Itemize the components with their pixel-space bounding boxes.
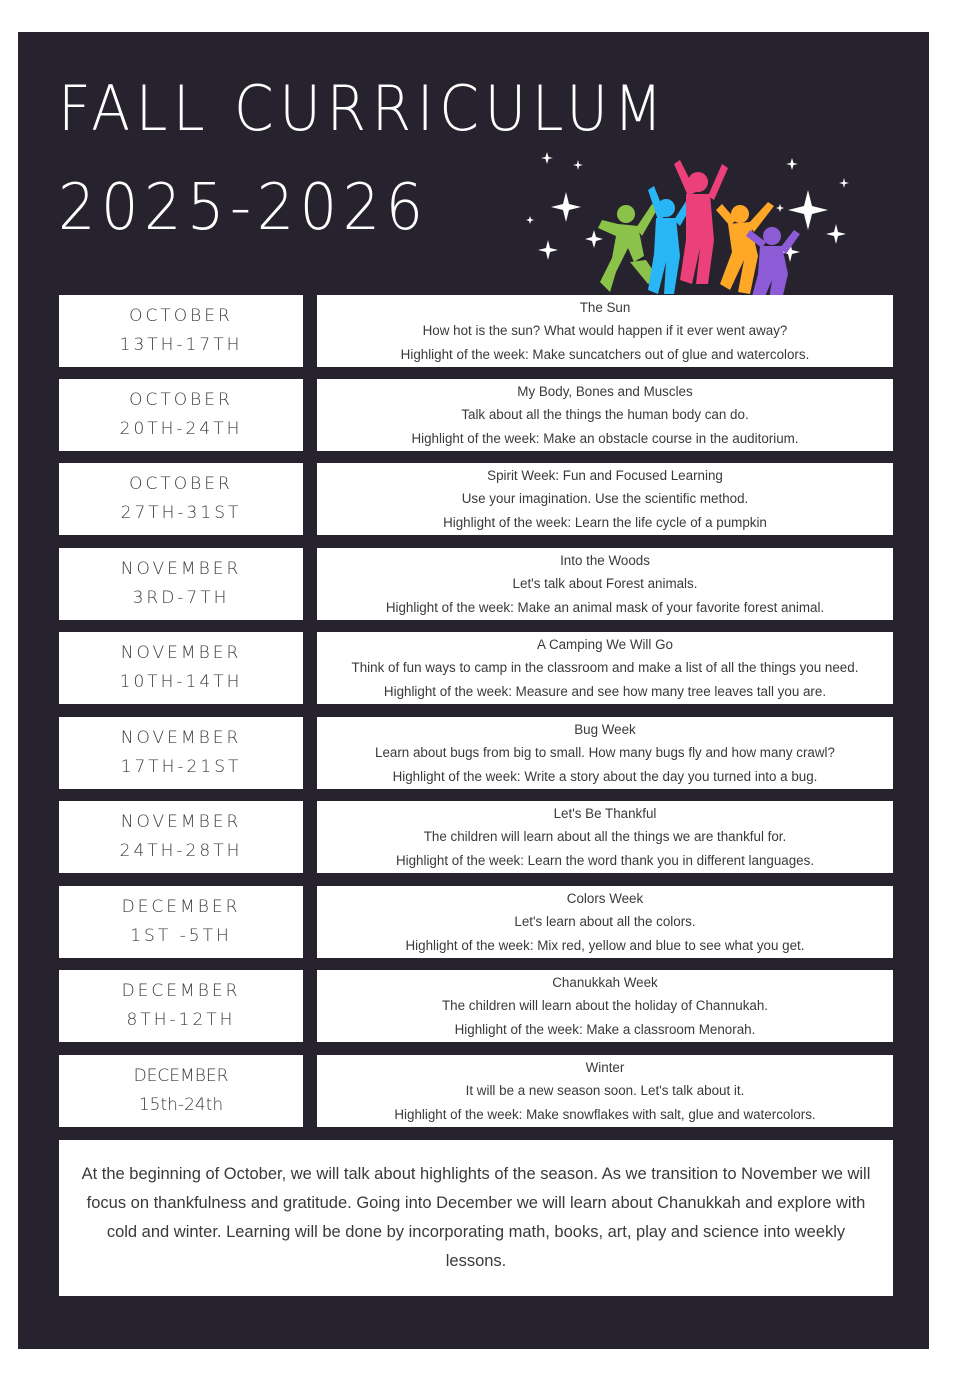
sparkle-icon — [776, 204, 784, 212]
week-highlight: Highlight of the week: Make snowflakes with salt, glue and watercolors. — [394, 1106, 816, 1122]
topic-cell — [317, 886, 893, 958]
week-dates: 8TH-12TH — [126, 1010, 236, 1030]
week-description: Talk about all the things the human body can do. — [461, 407, 749, 423]
week-topic: Spirit Week: Fun and Focused Learning — [487, 467, 723, 483]
topic-cell — [317, 295, 893, 367]
sparkle-icon — [573, 160, 583, 170]
week-highlight: Highlight of the week: Make suncatchers out of glue and watercolors. — [400, 346, 810, 362]
sparkle-icon — [826, 224, 846, 244]
topic-cell — [317, 632, 893, 704]
week-month: DECEMBER — [133, 1066, 229, 1086]
week-highlight: Highlight of the week: Mix red, yellow and blue to see what you get. — [405, 937, 805, 953]
week-dates: 17TH-21ST — [120, 757, 242, 777]
sparkle-icon — [786, 158, 798, 170]
sparkle-icon — [551, 192, 581, 222]
topic-cell — [317, 717, 893, 789]
week-dates: 27TH-31ST — [120, 503, 242, 523]
week-topic: Chanukkah Week — [552, 974, 658, 990]
week-dates: 1ST -5TH — [130, 926, 232, 946]
topic-cell — [317, 801, 893, 873]
date-cell — [59, 632, 303, 704]
week-dates: 10TH-14TH — [119, 672, 243, 692]
summary-box — [59, 1140, 893, 1296]
date-cell — [59, 463, 303, 535]
week-month: NOVEMBER — [120, 643, 242, 663]
week-row-7 — [59, 801, 893, 873]
topic-cell — [317, 379, 893, 451]
sparkle-icon — [541, 152, 553, 164]
week-highlight: Highlight of the week: Make an obstacle course in the auditorium. — [411, 430, 799, 446]
week-month: DECEMBER — [121, 897, 241, 917]
week-description: The children will learn about the holiday of Channukah. — [441, 998, 769, 1014]
summary-text: At the beginning of October, we will talk about highlights of the season. As we transition to November we will focus on thankfulness and gratitude. Going into December we will learn about Chanukkah and explore with cold and winter. Learning will be done by incorporating math, books, art, play and science into weekly lessons. — [81, 1165, 871, 1270]
week-description: Let's talk about Forest animals. — [512, 576, 698, 592]
topic-cell — [317, 1055, 893, 1127]
week-month: OCTOBER — [129, 306, 233, 326]
week-description: How hot is the sun? What would happen if it ever went away? — [422, 323, 788, 339]
week-dates: 3RD-7TH — [132, 588, 230, 608]
week-dates: 24TH-28TH — [119, 841, 243, 861]
date-cell — [59, 1055, 303, 1127]
date-cell — [59, 970, 303, 1042]
week-topic: A Camping We Will Go — [537, 636, 673, 652]
week-description: Use your imagination. Use the scientific method. — [461, 491, 749, 507]
week-row-4 — [59, 548, 893, 620]
week-row-5 — [59, 632, 893, 704]
week-topic: Let's Be Thankful — [553, 805, 657, 821]
week-month: NOVEMBER — [120, 559, 242, 579]
week-row-9 — [59, 970, 893, 1042]
week-month: OCTOBER — [129, 390, 233, 410]
sparkle-icon — [526, 216, 534, 224]
topic-cell — [317, 970, 893, 1042]
week-row-3 — [59, 463, 893, 535]
week-topic: The Sun — [579, 299, 631, 315]
sparkle-icon — [538, 240, 558, 260]
week-month: NOVEMBER — [120, 812, 242, 832]
week-description: Learn about bugs from big to small. How many bugs fly and how many crawl? — [375, 745, 835, 761]
topic-cell — [317, 463, 893, 535]
week-topic: Winter — [585, 1059, 625, 1075]
date-cell — [59, 379, 303, 451]
week-highlight: Highlight of the week: Write a story about the day you turned into a bug. — [392, 768, 818, 784]
sparkle-icon — [585, 230, 603, 248]
week-topic: Into the Woods — [560, 552, 650, 568]
week-description: Think of fun ways to camp in the classroom and make a list of all the things you need. — [351, 660, 859, 676]
week-highlight: Highlight of the week: Learn the word thank you in different languages. — [395, 852, 815, 868]
week-description: It will be a new season soon. Let's talk about it. — [465, 1083, 745, 1099]
date-cell — [59, 886, 303, 958]
week-month: DECEMBER — [121, 981, 241, 1001]
week-dates: 15th-24th — [138, 1095, 224, 1115]
title-line-1: FALL CURRICULUM — [58, 72, 669, 145]
week-month: OCTOBER — [129, 474, 233, 494]
week-highlight: Highlight of the week: Learn the life cycle of a pumpkin — [443, 514, 767, 530]
week-topic: Colors Week — [566, 890, 644, 906]
week-row-2 — [59, 379, 893, 451]
sparkle-icon — [788, 190, 828, 230]
week-dates: 13TH-17TH — [119, 335, 243, 355]
date-cell — [59, 548, 303, 620]
week-month: NOVEMBER — [120, 728, 242, 748]
title-line-2: 2025-2026 — [58, 171, 429, 245]
week-topic: My Body, Bones and Muscles — [517, 383, 693, 399]
week-row-10 — [59, 1055, 893, 1127]
curriculum-poster — [18, 32, 929, 1349]
week-highlight: Highlight of the week: Make a classroom Menorah. — [454, 1021, 756, 1037]
date-cell — [59, 295, 303, 367]
week-highlight: Highlight of the week: Make an animal mask of your favorite forest animal. — [385, 599, 825, 615]
week-highlight: Highlight of the week: Measure and see how many tree leaves tall you are. — [383, 683, 827, 699]
topic-cell — [317, 548, 893, 620]
date-cell — [59, 801, 303, 873]
week-row-1 — [59, 295, 893, 367]
date-cell — [59, 717, 303, 789]
week-description: Let's learn about all the colors. — [514, 914, 696, 930]
week-description: The children will learn about all the things we are thankful for. — [423, 829, 787, 845]
week-row-8 — [59, 886, 893, 958]
week-row-6 — [59, 717, 893, 789]
sparkle-icon — [839, 178, 849, 188]
week-topic: Bug Week — [574, 721, 636, 737]
week-dates: 20TH-24TH — [119, 419, 243, 439]
green-figure-icon — [598, 204, 658, 292]
